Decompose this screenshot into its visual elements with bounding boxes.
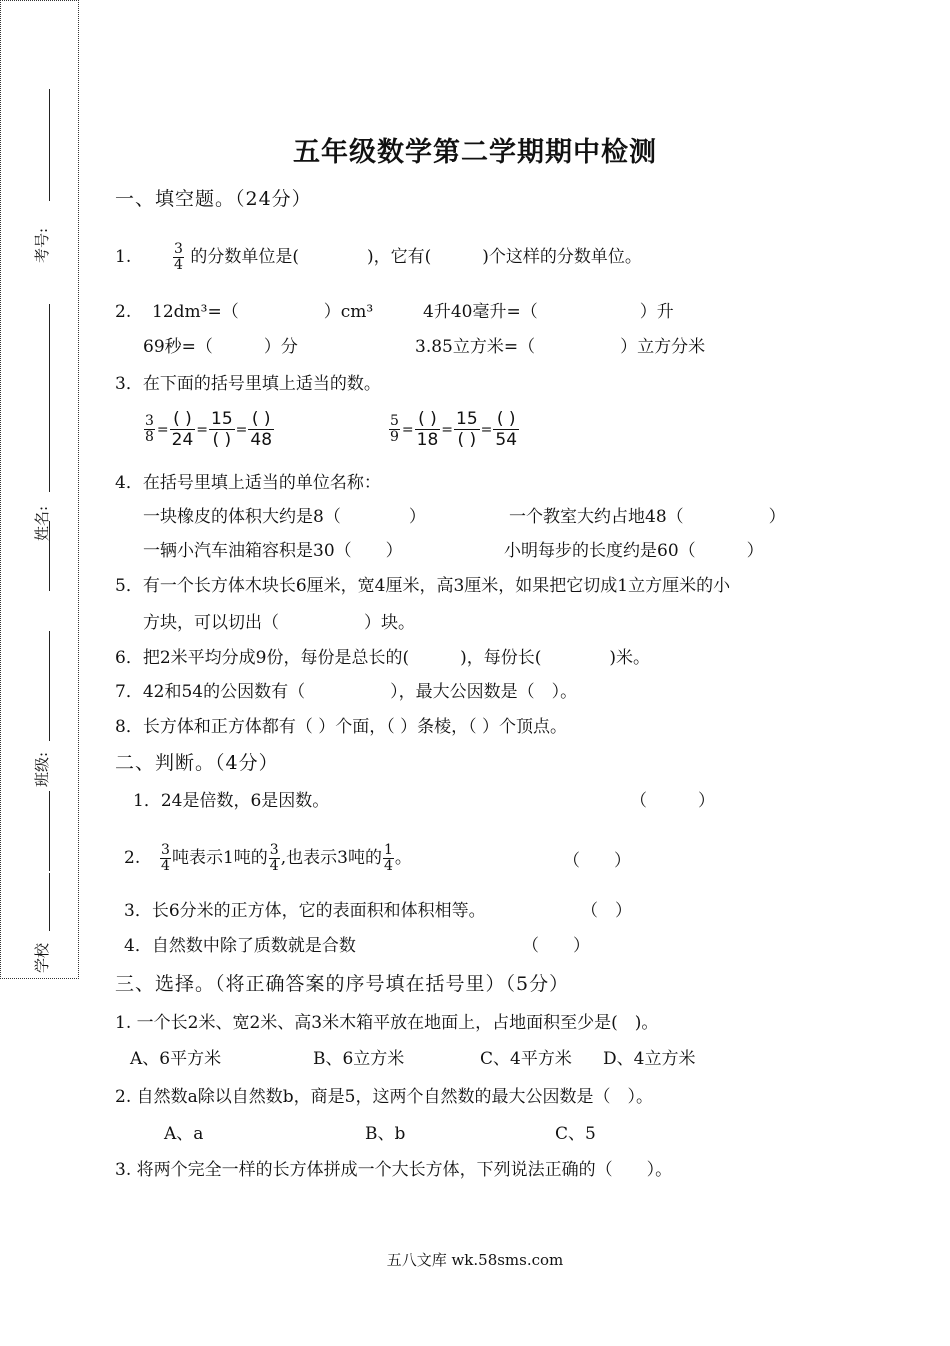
- s1-q2-num: 2.: [115, 302, 132, 322]
- q-number: 1.: [115, 247, 132, 267]
- q-text: ,也表示3吨的: [280, 848, 382, 868]
- s1-q2-d: 3.85立方米=（ ）立方分米: [415, 337, 706, 357]
- s1-q6: 6．把2米平均分成9份，每份是总长的( )，每份长( )米。: [115, 648, 650, 668]
- banji-line-bottom: [49, 791, 50, 871]
- s1-q5-line1: 5．有一个长方体木块长6厘米，宽4厘米，高3厘米，如果把它切成1立方厘米的小: [115, 576, 731, 596]
- fraction: $\frac{3}{4}$: [174, 241, 183, 273]
- banji-label: 班级:: [33, 751, 51, 787]
- s3-q1-option-a: A、6平方米: [130, 1049, 222, 1069]
- fraction: 15 ( ): [456, 409, 478, 450]
- s3-q1-option-b: B、6立方米: [313, 1049, 405, 1069]
- s1-q8: 8．长方体和正方体都有（ ）个面，（ ）条棱，（ ）个顶点。: [115, 717, 568, 737]
- s1-q3-row1: $\frac{3}{8}$ = ( ) 24 = 15 ( ) = ( ) 48: [145, 409, 273, 450]
- s1-q4-text: 4．在括号里填上适当的单位名称：: [115, 473, 381, 493]
- page-title: 五年级数学第二学期期中检测: [293, 137, 657, 168]
- section-3-heading: 三、选择。（将正确答案的序号填在括号里）（5分）: [115, 973, 570, 995]
- s3-q3-text: 3. 将两个完全一样的长方体拼成一个大长方体，下列说法正确的（ ）。: [115, 1160, 673, 1180]
- s3-q1-option-d: D、4立方米: [603, 1049, 696, 1069]
- banji-line-top: [49, 631, 50, 741]
- xingming-line-top: [49, 304, 50, 492]
- s2-q3-paren: （ ）: [581, 901, 632, 921]
- xingming-label: 姓名:: [33, 505, 51, 541]
- s2-q1-paren: （ ）: [630, 791, 715, 811]
- s3-q2-option-a: A、a: [164, 1124, 204, 1144]
- s1-q1: [115, 242, 642, 273]
- s1-q7: 7．42和54的公因数有（ ），最大公因数是（ ）。: [115, 682, 578, 702]
- s1-q2-b: 4升40毫升=（ ）升: [423, 302, 674, 322]
- fraction: ( ) 18: [416, 409, 439, 450]
- s1-q4-b: 一个教室大约占地48（ ）: [509, 507, 786, 527]
- kaohao-label: 考号:: [33, 227, 51, 263]
- s1-q3-row2: $\frac{5}{9}$ = ( ) 18 = 15 ( ) = ( ) 54: [390, 409, 518, 450]
- s3-q1-text: 1. 一个长2米、宽2米、高3米木箱平放在地面上，占地面积至少是( )。: [115, 1013, 659, 1033]
- s2-q4-text: 4．自然数中除了质数就是合数: [124, 936, 356, 956]
- fraction: $\frac{3}{4}$: [161, 842, 170, 874]
- fraction: $\frac{3}{8}$: [145, 413, 154, 445]
- s1-q5-line2: 方块，可以切出（ ）块。: [143, 613, 415, 633]
- fraction: 15 ( ): [211, 409, 233, 450]
- s3-q1-option-c: C、4平方米: [480, 1049, 572, 1069]
- xuexiao-line: [49, 873, 50, 931]
- section-1-heading: 一、填空题。（24分）: [115, 188, 312, 210]
- fraction: $\frac{5}{9}$: [390, 413, 399, 445]
- s1-q3-text: 3．在下面的括号里填上适当的数。: [115, 374, 381, 394]
- q-text: 。: [394, 848, 412, 868]
- s2-q2-paren: （ ）: [563, 851, 631, 871]
- q-text: 的分数单位是( )，它有( )个这样的分数单位。: [190, 247, 642, 267]
- q-number: 2.: [124, 848, 141, 868]
- s3-q2-option-b: B、b: [365, 1124, 406, 1144]
- fraction: ( ) 48: [250, 409, 273, 450]
- s1-q4-c: 一辆小汽车油箱容积是30（ ）: [143, 541, 403, 561]
- s1-q2-c: 69秒=（ ）分: [143, 337, 298, 357]
- q-text: 吨表示1吨的: [171, 848, 268, 868]
- footer-watermark: 五八文库 wk.58sms.com: [386, 1251, 564, 1269]
- s2-q2: [124, 843, 412, 874]
- s3-q2-option-c: C、5: [555, 1124, 596, 1144]
- fraction: ( ) 54: [495, 409, 518, 450]
- fraction: $\frac{1}{4}$: [383, 842, 393, 874]
- s1-q4-a: 一块橡皮的体积大约是8（ ）: [143, 507, 426, 527]
- s2-q3-text: 3．长6分米的正方体，它的表面积和体积相等。: [124, 901, 486, 921]
- fraction: ( ) 24: [171, 409, 194, 450]
- s3-q2-text: 2. 自然数a除以自然数b，商是5，这两个自然数的最大公因数是（ ）。: [115, 1087, 653, 1107]
- fraction: $\frac{3}{4}$: [269, 842, 279, 874]
- s1-q4-d: 小明每步的长度约是60（ ）: [504, 541, 764, 561]
- s2-q1-text: 1．24是倍数，6是因数。: [133, 791, 330, 811]
- xuexiao-label: 学校: [33, 942, 51, 973]
- s2-q4-paren: （ ）: [522, 936, 590, 956]
- s1-q2-a: 12dm³=（ ）cm³: [152, 302, 374, 322]
- section-2-heading: 二、判断。（4分）: [115, 752, 279, 774]
